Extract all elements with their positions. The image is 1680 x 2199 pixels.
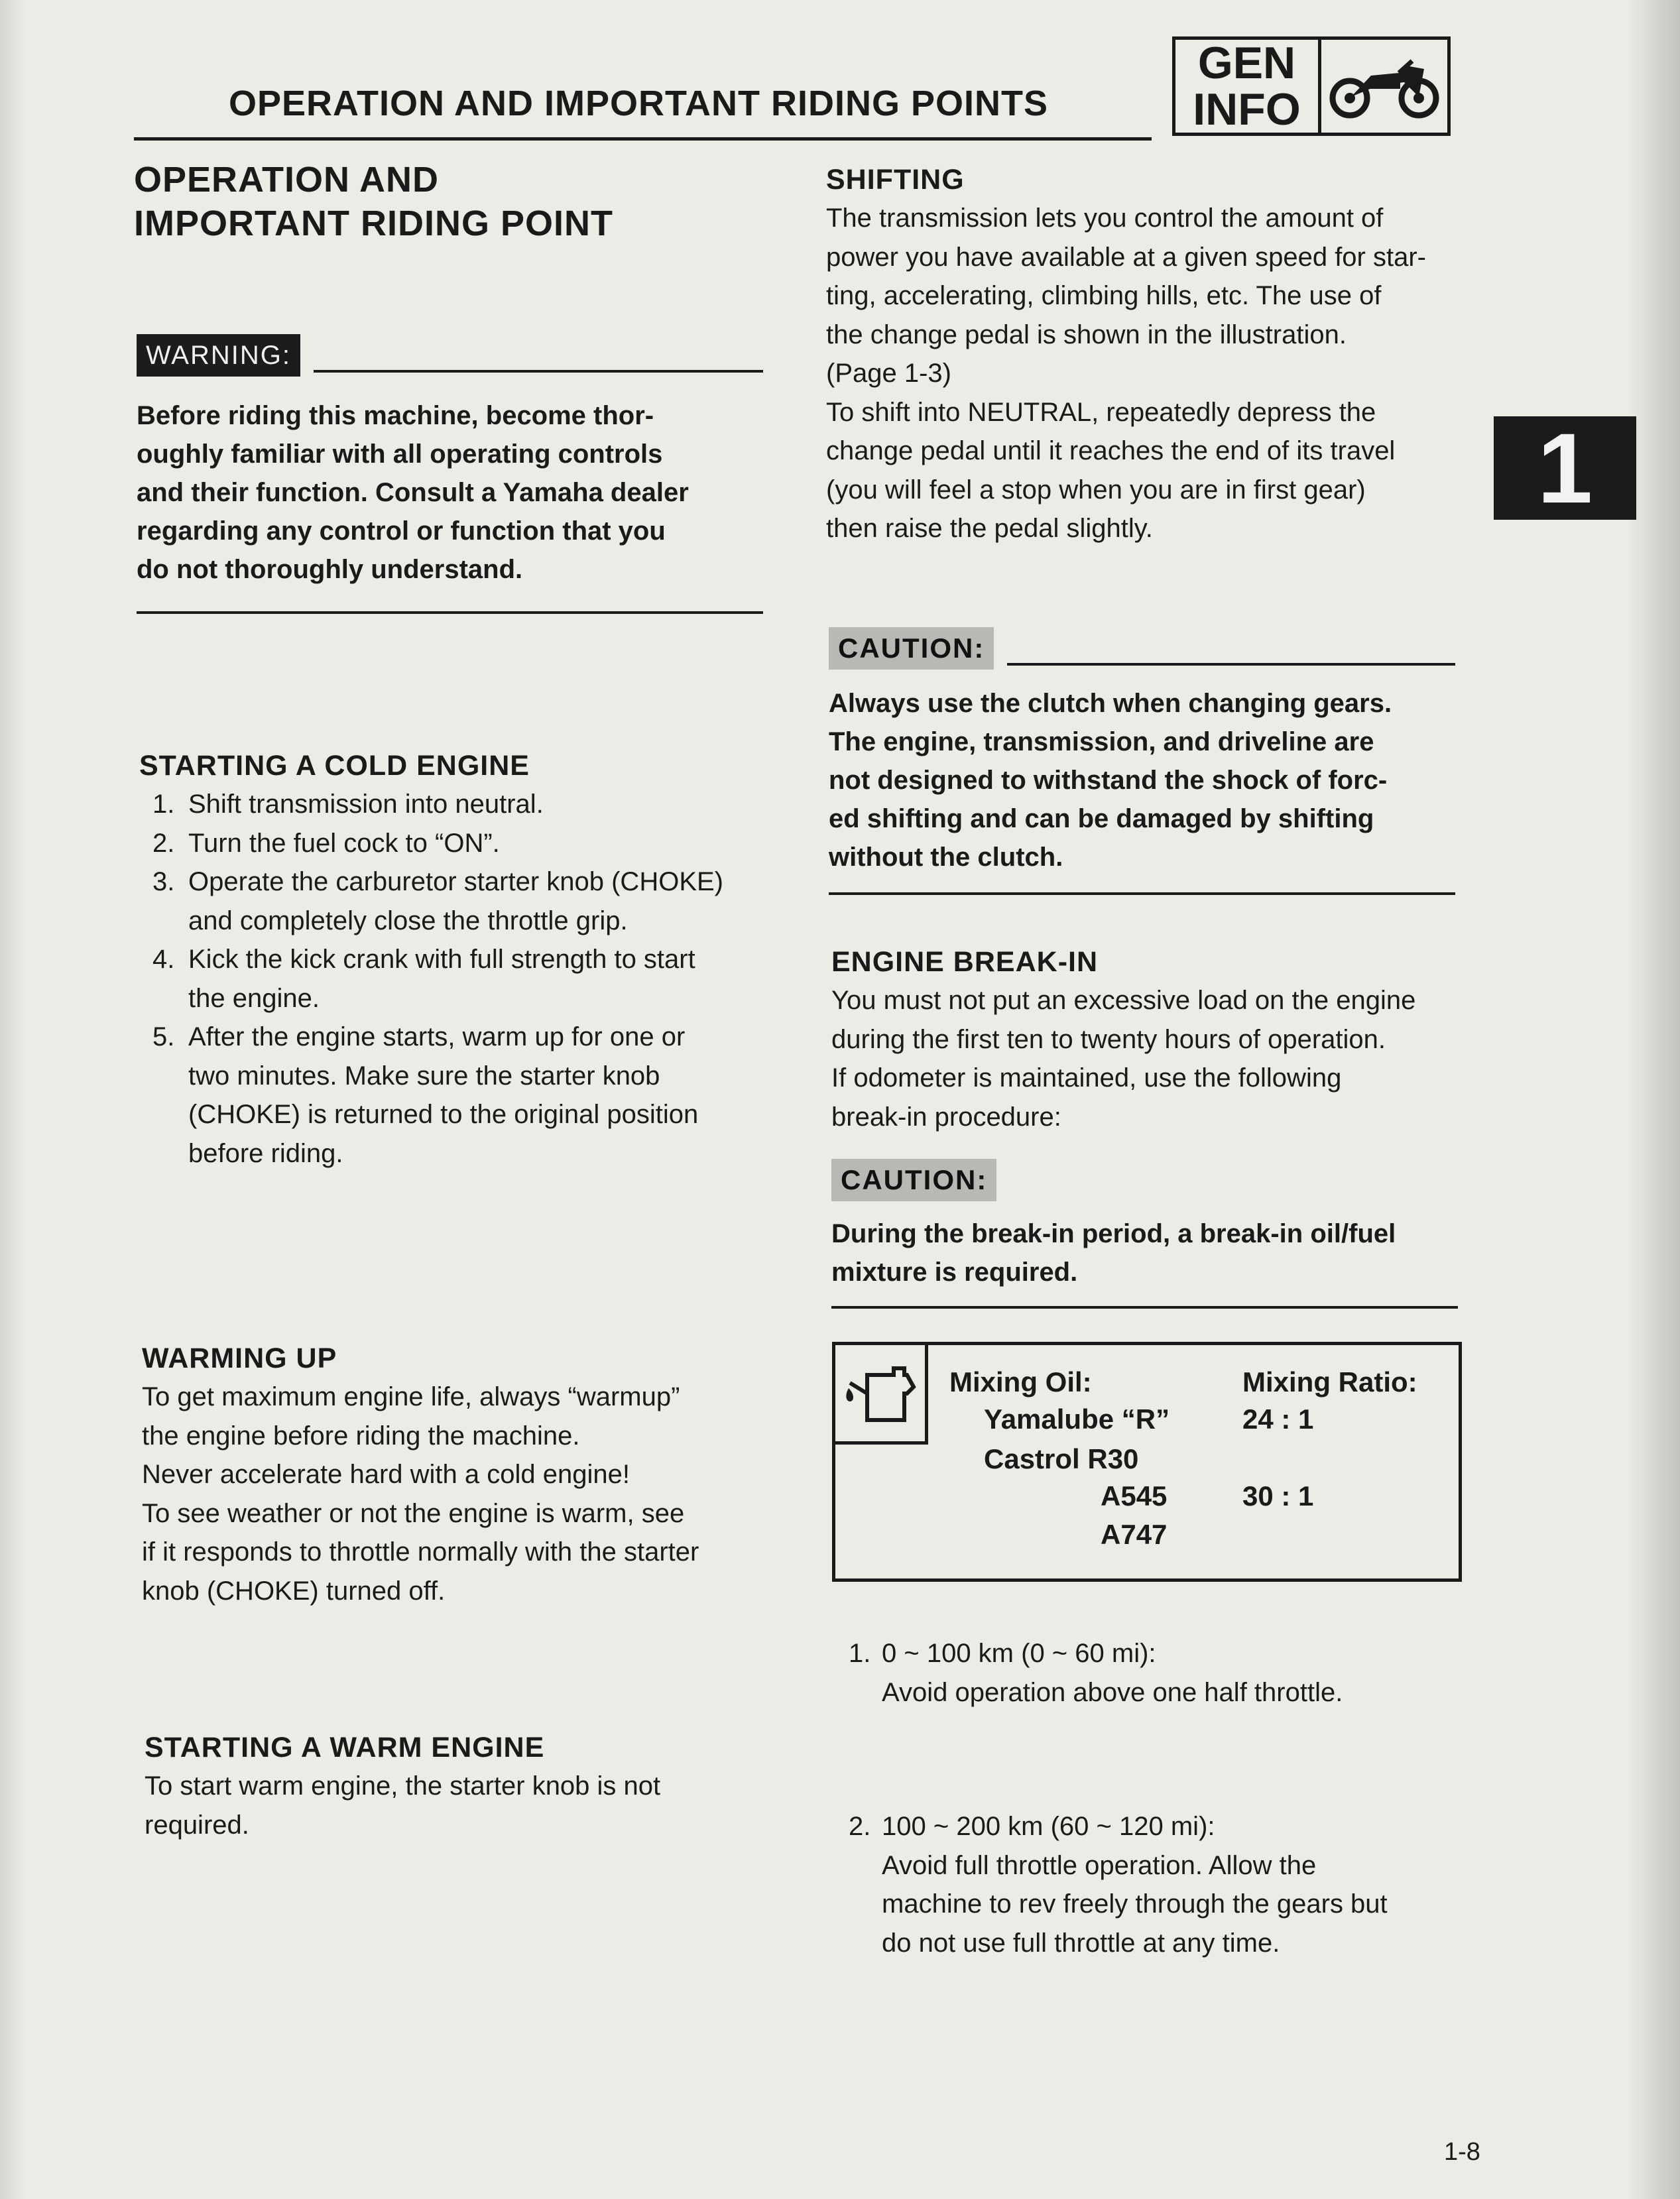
motorcycle-icon xyxy=(1321,40,1447,133)
step-line: Operate the carburetor starter knob (CHOKE) xyxy=(188,867,723,896)
step-number: 3. xyxy=(152,867,175,896)
header-divider xyxy=(134,137,1152,141)
caution-text xyxy=(831,1215,1458,1291)
warning-line: regarding any control or function that you xyxy=(137,516,666,546)
break-in-line: If odometer is maintained, use the following xyxy=(831,1063,1342,1093)
shifting-line: To shift into NEUTRAL, repeatedly depress the xyxy=(826,397,1376,427)
caution-text xyxy=(829,684,1455,876)
col-header-oil: Mixing Oil: xyxy=(949,1366,1092,1397)
page-edge-shadow-right xyxy=(1627,0,1680,2199)
shifting-line: (you will feel a stop when you are in first gear) xyxy=(826,475,1366,505)
warming-up-line: if it responds to throttle normally with the starter xyxy=(142,1537,699,1567)
caution-top-rule xyxy=(1007,663,1455,666)
warning-top-rule xyxy=(314,370,763,373)
warming-up-line: knob (CHOKE) turned off. xyxy=(142,1576,446,1606)
break-in-line: break-in procedure: xyxy=(831,1102,1061,1132)
page-number: 1-8 xyxy=(1444,2138,1480,2166)
warm-start-heading: STARTING A WARM ENGINE xyxy=(145,1732,545,1763)
break-in-section xyxy=(831,943,1458,1136)
step-number: 1. xyxy=(849,1639,871,1668)
main-heading xyxy=(134,158,767,245)
caution-label: CAUTION: xyxy=(829,627,994,670)
caution-bottom-rule xyxy=(829,892,1455,895)
break-in-steps xyxy=(837,1634,1463,1712)
chapter-tab: 1 xyxy=(1494,416,1636,520)
step-line: After the engine starts, warm up for one or xyxy=(188,1022,686,1051)
cold-start-section xyxy=(139,746,772,1173)
oil-name: Yamalube “R” xyxy=(984,1403,1170,1435)
caution-label: CAUTION: xyxy=(831,1159,996,1201)
warning-bottom-rule xyxy=(137,611,763,614)
warming-up-line: the engine before riding the machine. xyxy=(142,1421,580,1451)
shifting-line: then raise the pedal slightly. xyxy=(826,514,1153,543)
shifting-section xyxy=(826,160,1456,548)
list-item xyxy=(139,785,772,824)
list-item xyxy=(837,1634,1463,1712)
oil-name: A545 xyxy=(1101,1480,1168,1512)
caution-block xyxy=(829,627,1455,895)
cold-start-heading: STARTING A COLD ENGINE xyxy=(139,750,530,782)
warm-start-section xyxy=(145,1728,778,1844)
main-heading-line: IMPORTANT RIDING POINT xyxy=(134,204,613,243)
caution-bottom-rule xyxy=(831,1306,1458,1309)
break-in-line: You must not put an excessive load on the engine xyxy=(831,986,1416,1015)
shifting-line: change pedal until it reaches the end of its travel xyxy=(826,436,1396,465)
list-item xyxy=(139,940,772,1018)
step-line: Shift transmission into neutral. xyxy=(188,790,544,819)
step-line: 0 ~ 100 km (0 ~ 60 mi): xyxy=(882,1639,1156,1668)
list-item xyxy=(139,862,772,940)
warming-up-line: Never accelerate hard with a cold engine! xyxy=(142,1460,630,1489)
warming-up-line: To get maximum engine life, always “warmup” xyxy=(142,1382,680,1411)
warming-up-line: To see weather or not the engine is warm, see xyxy=(142,1498,685,1528)
warning-line: Before riding this machine, become thor- xyxy=(137,401,654,430)
step-line: Kick the kick crank with full strength to start xyxy=(188,945,695,974)
step-line: and completely close the throttle grip. xyxy=(188,906,628,935)
warning-label: WARNING: xyxy=(137,334,300,377)
warming-up-heading: WARMING UP xyxy=(142,1342,337,1374)
page-header-title: OPERATION AND IMPORTANT RIDING POINTS xyxy=(229,84,1048,123)
warming-up-section xyxy=(142,1339,775,1610)
shifting-line: power you have available at a given speed for star- xyxy=(826,242,1426,272)
col-header-ratio: Mixing Ratio: xyxy=(1242,1366,1417,1397)
warning-line: do not thoroughly understand. xyxy=(137,555,523,584)
list-item xyxy=(139,824,772,863)
list-item xyxy=(837,1807,1463,1962)
oil-ratio: 24 : 1 xyxy=(1242,1403,1314,1435)
warm-start-line: required. xyxy=(145,1810,249,1840)
step-number: 2. xyxy=(152,828,175,858)
warning-line: oughly familiar with all operating controls xyxy=(137,440,663,469)
section-badge xyxy=(1172,36,1451,136)
section-label-line1: GEN xyxy=(1197,38,1296,88)
main-heading-line: OPERATION AND xyxy=(134,160,440,200)
break-in-heading: ENGINE BREAK-IN xyxy=(831,946,1099,978)
list-item xyxy=(139,1018,772,1173)
caution-line: Always use the clutch when changing gears. xyxy=(829,689,1392,718)
shifting-heading: SHIFTING xyxy=(826,164,965,196)
step-line: Avoid operation above one half throttle. xyxy=(882,1677,1343,1707)
step-number: 2. xyxy=(849,1812,871,1841)
warning-line: and their function. Consult a Yamaha dealer xyxy=(137,478,689,507)
break-in-step-1 xyxy=(837,1634,1463,1712)
shifting-line: The transmission lets you control the amount of xyxy=(826,204,1384,233)
step-line: Avoid full throttle operation. Allow the xyxy=(882,1850,1317,1880)
step-line: do not use full throttle at any time. xyxy=(882,1928,1280,1958)
step-line: the engine. xyxy=(188,983,320,1013)
warm-start-line: To start warm engine, the starter knob is not xyxy=(145,1771,661,1801)
caution-line: not designed to withstand the shock of forc- xyxy=(829,766,1388,795)
break-in-step-2 xyxy=(837,1807,1463,1962)
step-number: 4. xyxy=(152,945,175,974)
caution-line: ed shifting and can be damaged by shifting xyxy=(829,804,1374,833)
oil-name: A747 xyxy=(1101,1519,1168,1550)
section-label-line2: INFO xyxy=(1193,84,1301,135)
caution-line: During the break-in period, a break-in oil/fuel xyxy=(831,1219,1396,1248)
caution-line: without the clutch. xyxy=(829,843,1063,872)
break-in-steps xyxy=(837,1807,1463,1962)
break-in-line: during the first ten to twenty hours of operation. xyxy=(831,1024,1386,1054)
step-line: before riding. xyxy=(188,1138,343,1168)
step-number: 1. xyxy=(152,790,175,819)
caution-block-2 xyxy=(831,1159,1458,1309)
shifting-line: the change pedal is shown in the illustration. xyxy=(826,320,1347,349)
step-line: Turn the fuel cock to “ON”. xyxy=(188,828,500,858)
page-edge-shadow-left xyxy=(0,0,27,2199)
step-line: two minutes. Make sure the starter knob xyxy=(188,1061,660,1091)
oil-name: Castrol R30 xyxy=(984,1443,1139,1474)
step-number: 5. xyxy=(152,1022,175,1051)
caution-line: mixture is required. xyxy=(831,1258,1078,1287)
caution-line: The engine, transmission, and driveline are xyxy=(829,727,1374,756)
step-line: 100 ~ 200 km (60 ~ 120 mi): xyxy=(882,1812,1215,1841)
section-label xyxy=(1175,40,1321,133)
warning-block xyxy=(137,334,763,614)
shifting-line: ting, accelerating, climbing hills, etc. The use of xyxy=(826,281,1382,310)
step-line: machine to rev freely through the gears but xyxy=(882,1889,1388,1919)
oil-can-icon xyxy=(835,1345,928,1445)
left-column xyxy=(134,158,767,245)
oil-ratio: 30 : 1 xyxy=(1242,1480,1314,1512)
step-line: (CHOKE) is returned to the original position xyxy=(188,1100,699,1129)
warning-text xyxy=(137,396,763,589)
shifting-line: (Page 1-3) xyxy=(826,359,951,388)
cold-start-steps xyxy=(139,785,772,1173)
oil-mixing-table xyxy=(832,1342,1462,1582)
